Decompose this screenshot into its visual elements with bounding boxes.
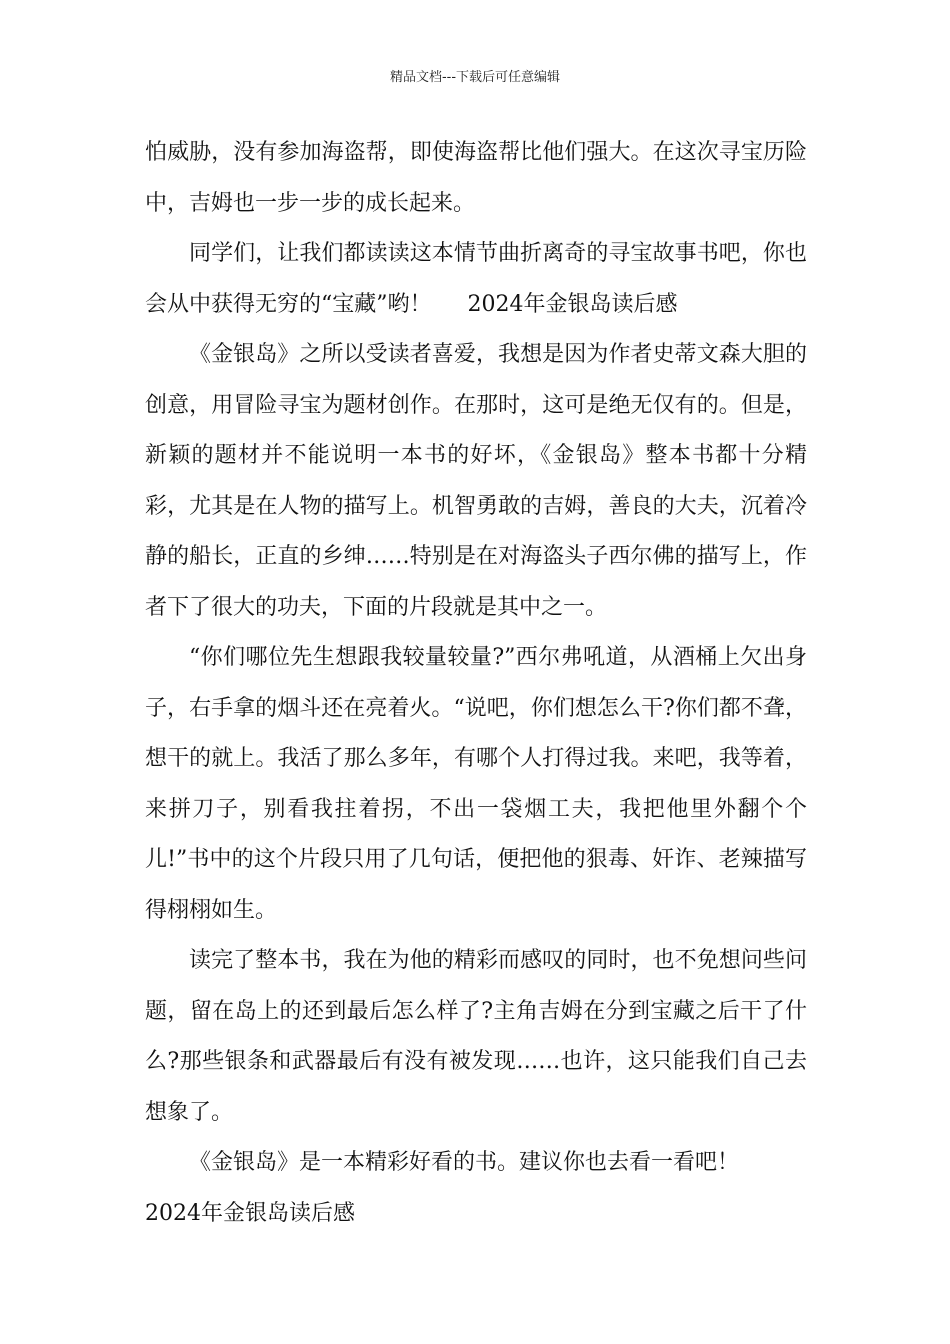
paragraph-3	[145, 330, 807, 633]
paragraph-2-text: 同学们，让我们都读读这本情节曲折离奇的寻宝故事书吧，你也会从中获得无穷的“宝藏”哟！	[145, 241, 807, 317]
page-header: 精品文档---下载后可任意编辑	[389, 70, 561, 85]
paragraph-3-text: 《金银岛》之所以受读者喜爱，我想是因为作者史蒂文森大胆的创意，用冒险寻宝为题材创作。在那时，这可是绝无仅有的。但是，新颖的题材并不能说明一本书的好坏，《金银岛》整本书都十分精彩，尤其是在人物的描写上。机智勇敢的吉姆，善良的大夫，沉着冷静的船长，正直的乡绅……特别是在对海盗头子西尔佛的描写上，作者下了很大的功夫，下面的片段就是其中之一。	[145, 342, 807, 620]
paragraph-1	[145, 128, 807, 229]
paragraph-6	[145, 1138, 807, 1189]
paragraph-2	[145, 229, 807, 330]
inline-essay-title: 2024年金银岛读后感	[467, 291, 678, 317]
paragraph-1-text: 怕威胁，没有参加海盗帮，即使海盗帮比他们强大。在这次寻宝历险中，吉姆也一步一步的成长起来。	[145, 140, 807, 216]
document-body	[145, 128, 807, 1239]
paragraph-5-text: 读完了整本书，我在为他的精彩而感叹的同时，也不免想问些问题，留在岛上的还到最后怎么样了?主角吉姆在分到宝藏之后干了什么?那些银条和武器最后有没有被发现……也许，这只能我们自己去想象了。	[145, 948, 807, 1125]
paragraph-6-text: 《金银岛》是一本精彩好看的书。建议你也去看一看吧！	[189, 1150, 740, 1175]
footer-title-text: 2024年金银岛读后感	[145, 1200, 355, 1226]
footer-title	[145, 1189, 807, 1240]
paragraph-4	[145, 633, 807, 936]
paragraph-5	[145, 936, 807, 1138]
paragraph-4-text: “你们哪位先生想跟我较量较量?”西尔弗吼道，从酒桶上欠出身子，右手拿的烟斗还在亮着火。“说吧，你们想怎么干?你们都不聋，想干的就上。我活了那么多年，有哪个人打得过我。来吧，我等着，来拼刀子，别看我拄着拐，不出一袋烟工夫，我把他里外翻个个儿!”书中的这个片段只用了几句话，便把他的狠毒、奸诈、老辣描写得栩栩如生。	[145, 645, 807, 923]
